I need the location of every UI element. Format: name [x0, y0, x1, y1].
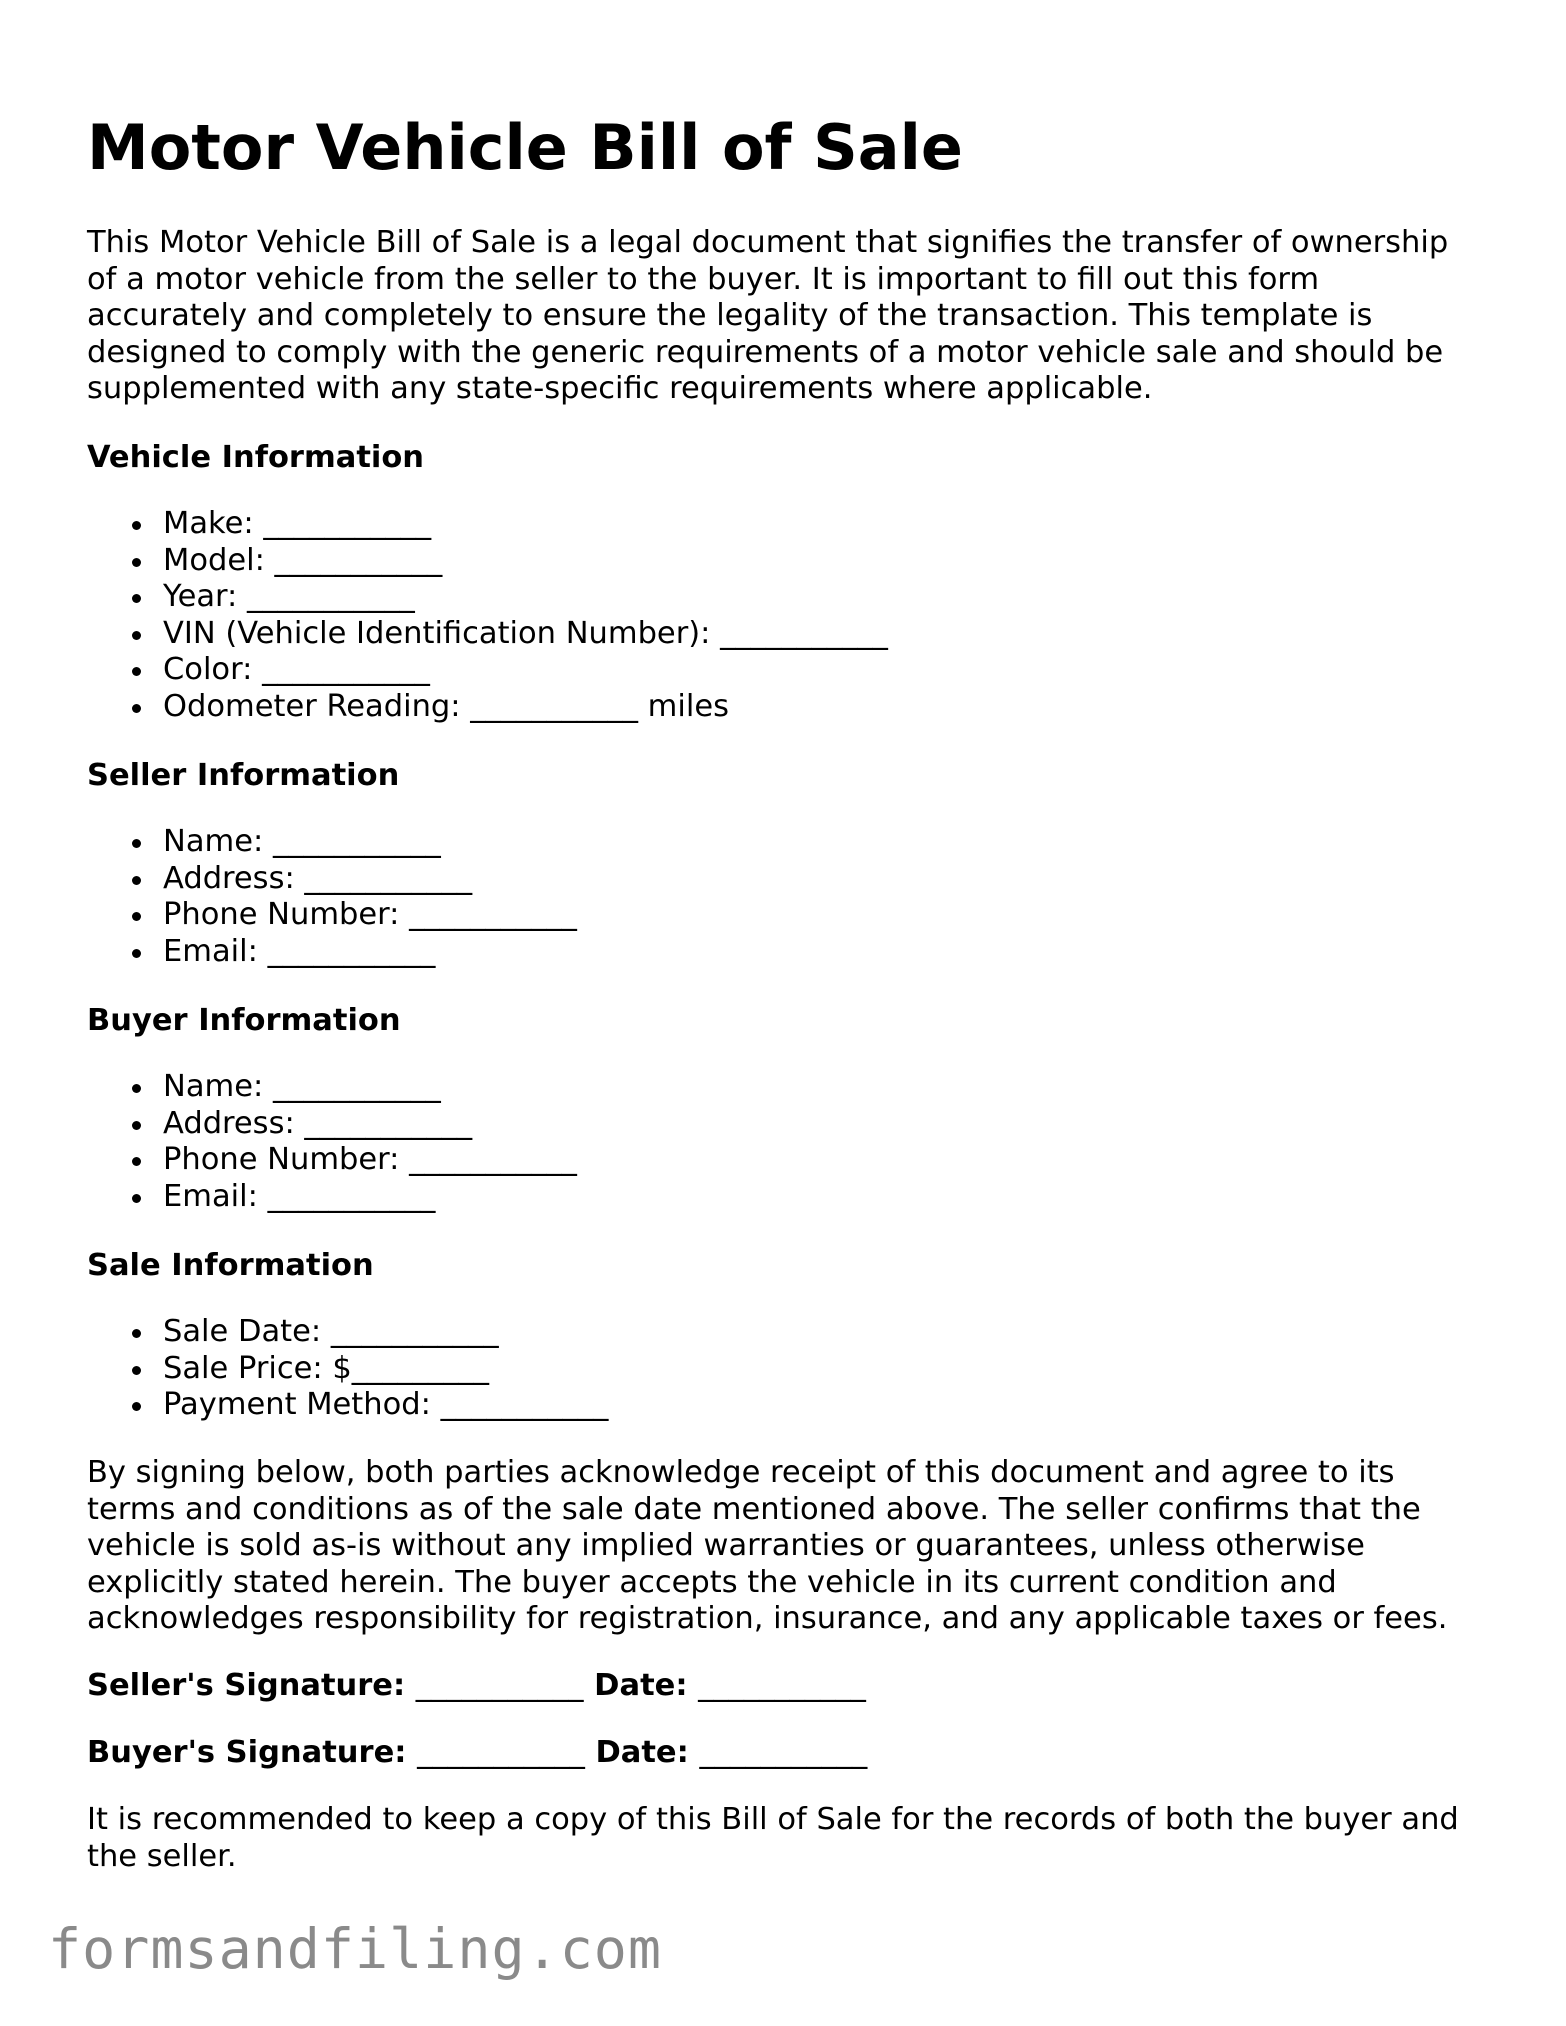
vehicle-odometer-field: Odometer Reading: ___________ miles	[87, 689, 888, 726]
sale-info-list	[87, 1314, 608, 1424]
document-title: Motor Vehicle Bill of Sale	[87, 111, 963, 184]
seller-signature-blank: ___________	[415, 1668, 584, 1703]
acknowledgment-line: explicitly stated herein. The buyer accepts the vehicle in its current condition and	[87, 1564, 1337, 1600]
buyer-address-field: Address: ___________	[87, 1106, 577, 1143]
seller-address-field: Address: ___________	[87, 861, 577, 898]
sale-date-field: Sale Date: ___________	[87, 1314, 608, 1351]
seller-date-blank: ___________	[698, 1668, 866, 1703]
sale-info-heading: Sale Information	[87, 1248, 374, 1283]
closing-line: It is recommended to keep a copy of this Bill of Sale for the records of both the buyer and	[87, 1802, 1459, 1837]
acknowledgment-line: By signing below, both parties acknowledge receipt of this document and agree to its	[87, 1455, 1395, 1490]
seller-signature-label: Seller's Signature:	[87, 1668, 406, 1703]
intro-line: supplemented with any state-specific requirements where applicable.	[87, 371, 1153, 407]
intro-line: accurately and completely to ensure the legality of the transaction. This template is	[87, 298, 1373, 334]
sale-price-field: Sale Price: $_________	[87, 1351, 608, 1388]
vehicle-model-field: Model: ___________	[87, 543, 888, 580]
buyer-signature-blank: ___________	[417, 1735, 585, 1770]
intro-line: This Motor Vehicle Bill of Sale is a legal document that signifies the transfer of ownership	[87, 225, 1449, 260]
seller-date-label: Date:	[594, 1668, 688, 1703]
acknowledgment-line: terms and conditions as of the sale date mentioned above. The seller confirms that the	[87, 1491, 1421, 1527]
acknowledgment-line: acknowledges responsibility for registration, insurance, and any applicable taxes or fees.	[87, 1601, 1448, 1637]
seller-info-list	[87, 824, 577, 970]
closing-paragraph	[87, 1802, 1507, 1875]
buyer-signature-label: Buyer's Signature:	[87, 1735, 407, 1770]
vehicle-info-heading: Vehicle Information	[87, 440, 425, 475]
buyer-date-label: Date:	[595, 1735, 689, 1770]
acknowledgment-line: vehicle is sold as-is without any implied warranties or guarantees, unless otherwise	[87, 1528, 1365, 1564]
seller-phone-field: Phone Number: ___________	[87, 897, 577, 934]
buyer-info-list	[87, 1069, 577, 1215]
seller-info-heading: Seller Information	[87, 758, 400, 793]
buyer-date-blank: ___________	[699, 1735, 868, 1770]
seller-email-field: Email: ___________	[87, 934, 577, 971]
buyer-phone-field: Phone Number: ___________	[87, 1142, 577, 1179]
site-watermark: formsandfiling.com	[48, 1917, 663, 1981]
intro-line: of a motor vehicle from the seller to the buyer. It is important to fill out this form	[87, 261, 1320, 297]
vehicle-info-list	[87, 506, 888, 726]
buyer-signature-line	[87, 1735, 867, 1771]
vehicle-vin-field: VIN (Vehicle Identification Number): ___________	[87, 616, 888, 653]
buyer-email-field: Email: ___________	[87, 1179, 577, 1216]
intro-line: designed to comply with the generic requirements of a motor vehicle sale and should be	[87, 334, 1444, 370]
acknowledgment-paragraph	[87, 1455, 1507, 1638]
vehicle-year-field: Year: ___________	[87, 579, 888, 616]
closing-line: the seller.	[87, 1838, 237, 1874]
seller-name-field: Name: ___________	[87, 824, 577, 861]
vehicle-color-field: Color: ___________	[87, 652, 888, 689]
buyer-info-heading: Buyer Information	[87, 1003, 401, 1038]
payment-method-field: Payment Method: ___________	[87, 1387, 608, 1424]
buyer-name-field: Name: ___________	[87, 1069, 577, 1106]
seller-signature-line	[87, 1668, 866, 1704]
intro-paragraph	[87, 225, 1487, 408]
vehicle-make-field: Make: ___________	[87, 506, 888, 543]
